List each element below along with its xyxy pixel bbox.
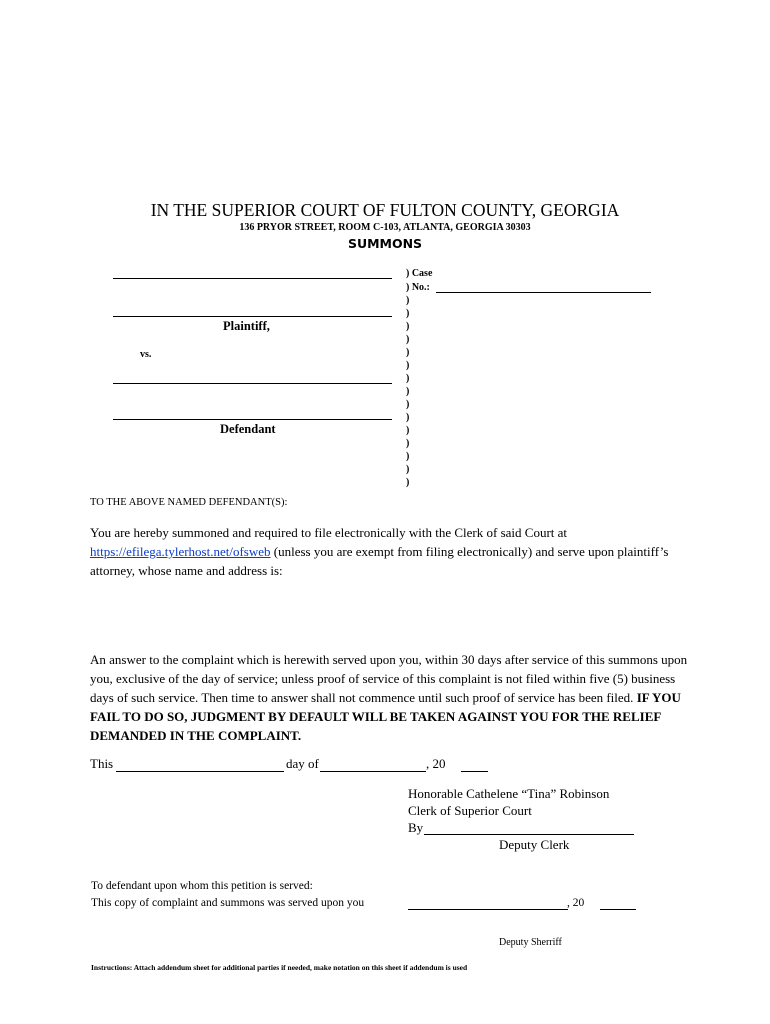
caption-paren: ) <box>406 399 410 410</box>
caption-paren: ) <box>406 412 410 423</box>
plaintiff-label: Plaintiff, <box>223 319 270 333</box>
year-label: , 20 <box>426 756 446 771</box>
service-year-blank <box>600 909 636 910</box>
service-date-line <box>408 909 568 910</box>
caption-paren: ) <box>406 425 410 436</box>
plaintiff-name-line-2 <box>113 316 392 317</box>
defendant-name-line-2 <box>113 419 392 420</box>
caption-paren: ) <box>406 477 410 488</box>
court-address: 136 PRYOR STREET, ROOM C-103, ATLANTA, GEORGIA 30303 <box>239 222 531 233</box>
summons-text-1: You are hereby summoned and required to file electronically with the Clerk of said Court at <box>90 525 568 540</box>
caption-paren: ) <box>406 451 410 462</box>
summons-text-2: (unless you are exempt from filing electronically) and serve upon plaintiff’s attorney, whose name and address is: <box>90 544 669 578</box>
court-title: IN THE SUPERIOR COURT OF FULTON COUNTY, GEORGIA <box>150 200 620 220</box>
summons-paragraph <box>90 523 690 580</box>
caption-paren: ) <box>406 334 410 345</box>
instructions: Instructions: Attach addendum sheet for additional parties if needed, make notation on this sheet if addendum is used <box>91 963 468 972</box>
clerk-name: Honorable Cathelene “Tina” Robinson <box>408 786 610 801</box>
deputy-clerk-label: Deputy Clerk <box>499 837 570 852</box>
caption-paren: ) <box>406 373 410 384</box>
caption-paren: ) <box>406 438 410 449</box>
day-of-label: day of <box>286 756 319 771</box>
answer-paragraph <box>90 650 690 745</box>
day-blank <box>116 771 284 772</box>
caption-paren: ) <box>406 464 410 475</box>
service-note-2: This copy of complaint and summons was served upon you <box>91 897 365 909</box>
caption-paren: ) <box>406 295 410 306</box>
month-blank <box>320 771 426 772</box>
service-note-1: To defendant upon whom this petition is served: <box>91 880 313 892</box>
service-year-label: , 20 <box>567 897 585 909</box>
caption-paren: ) <box>406 347 410 358</box>
defendant-label: Defendant <box>220 422 276 436</box>
addressee: TO THE ABOVE NAMED DEFENDANT(S): <box>90 497 288 508</box>
default-warning: IF YOU FAIL TO DO SO, JUDGMENT BY DEFAULT WILL BE TAKEN AGAINST YOU FOR THE RELIEF DEMANDED IN THE COMPLAINT. <box>90 690 681 743</box>
caption-paren: ) <box>406 386 410 397</box>
defendant-name-line-1 <box>113 383 392 384</box>
versus-label: vs. <box>140 349 152 360</box>
year-blank <box>461 771 488 772</box>
answer-text: An answer to the complaint which is herewith served upon you, within 30 days after service of this summons upon you, exclusive of the day of service; unless proof of service of this complaint is not filed within five (5) business days of such service. Then time to answer shall not commence until such proof of service has been filed. <box>90 652 688 705</box>
case-number-line <box>436 292 651 293</box>
caption-paren: ) <box>406 360 410 371</box>
case-label: ) Case <box>406 268 433 279</box>
this-label: This <box>90 756 114 771</box>
by-label: By <box>408 820 424 835</box>
clerk-title: Clerk of Superior Court <box>408 803 532 818</box>
document-title: SUMMONS <box>347 236 423 251</box>
caption-paren: ) <box>406 321 410 332</box>
plaintiff-name-line-1 <box>113 278 392 279</box>
clerk-signature-line <box>424 834 634 835</box>
caption-paren: ) <box>406 308 410 319</box>
efile-link[interactable]: https://efilega.tylerhost.net/ofsweb <box>90 544 271 559</box>
case-no-label: ) No.: <box>406 282 430 293</box>
deputy-sheriff-label: Deputy Sherriff <box>499 937 562 948</box>
